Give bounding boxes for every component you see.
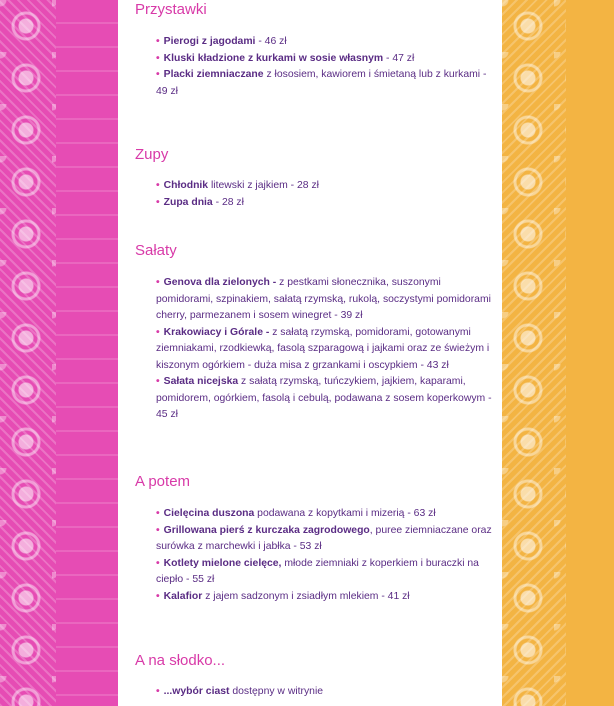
menu-item: • Kluski kładzione z kurkami w sosie własnym - 47 zł: [156, 52, 415, 64]
menu-list-przystawki: [156, 34, 496, 100]
decorative-lace-border-left: [0, 0, 118, 706]
menu-content: [118, 0, 502, 706]
menu-item: • Kotlety mielone cielęce, młode ziemniaki z koperkiem i buraczki na ciepło - 55 zł: [156, 557, 479, 585]
dish-name: Chłodnik: [163, 180, 209, 191]
dish-name: ...wybór ciast: [163, 686, 230, 697]
dish-name: Krakowiacy i Górale -: [163, 326, 270, 338]
menu-list-a-potem: [156, 506, 496, 605]
menu-list-a-na-slodko: [156, 684, 496, 701]
dish-description: , puree ziemniaczane oraz surówka z marchewki i jabłka - 53 zł: [156, 524, 492, 552]
dish-name: Kotlety mielone cielęce,: [163, 557, 282, 569]
menu-item: • Sałata nicejska z sałatą rzymską, tuńczykiem, jajkiem, kaparami, pomidorem, ogórkiem, fasolą i cebulą, podawana z sosem koperkowym - 45 zł: [156, 376, 492, 420]
menu-item: • Grillowana pierś z kurczaka zagrodowego, puree ziemniaczane oraz surówka z marchewki i jabłka - 53 zł: [156, 524, 492, 552]
dish-name: Kalafior: [163, 590, 203, 602]
menu-item: • Pierogi z jagodami - 46 zł: [156, 36, 287, 47]
menu-item: • Genova dla zielonych - z pestkami słonecznika, suszonymi pomidorami, szpinakiem, sałatą rzymską, rukolą, soczystymi pomidorami cherry, parmezanem i sosem winegret - 39 zł: [156, 277, 491, 321]
section-title-salaty: Sałaty: [135, 242, 177, 259]
dish-description: - 28 zł: [212, 196, 244, 208]
dish-description: dostępny w witrynie: [229, 686, 324, 697]
menu-item: • Placki ziemniaczane z łososiem, kawiorem i śmietaną lub z kurkami - 49 zł: [156, 69, 487, 97]
dish-name: Placki ziemniaczane: [163, 69, 264, 80]
dish-description: litewski z jajkiem - 28 zł: [208, 180, 319, 191]
dish-name: Genova dla zielonych -: [163, 277, 277, 288]
dish-name: Grillowana pierś z kurczaka zagrodowego: [163, 524, 370, 536]
dish-description: z pestkami słonecznika, suszonymi pomidorami, szpinakiem, sałatą rzymską, rukolą, soczystymi pomidorami cherry, parmezanem i sosem winegret - 39 zł: [156, 277, 491, 321]
menu-item: • Cielęcina duszona podawana z kopytkami i mizerią - 63 zł: [156, 508, 436, 519]
menu-list-zupy: [156, 178, 496, 211]
decorative-lace-border-right: [502, 0, 614, 706]
dish-description: młode ziemniaki z koperkiem i buraczki na ciepło - 55 zł: [156, 557, 479, 585]
section-title-a-potem: A potem: [135, 473, 191, 490]
menu-list-salaty: [156, 275, 496, 424]
dish-description: podawana z kopytkami i mizerią - 63 zł: [254, 508, 436, 519]
menu-item: • ...wybór ciast dostępny w witrynie: [156, 686, 324, 697]
menu-item: • Chłodnik litewski z jajkiem - 28 zł: [156, 180, 319, 191]
menu-item: • Krakowiacy i Górale - z sałatą rzymską, pomidorami, gotowanymi ziemniakami, rzodkiewką, fasolą szparagową i jajkami oraz ze świeżym i kiszonym ogórkiem - duża misa z grzankami i oscypkiem - 43 zł: [156, 326, 490, 371]
dish-name: Zupa dnia: [163, 196, 213, 208]
section-title-a-na-slodko: A na słodko...: [135, 652, 226, 669]
section-title-przystawki: Przystawki: [135, 1, 207, 18]
dish-description: - 46 zł: [255, 36, 287, 47]
dish-name: Kluski kładzione z kurkami w sosie własnym: [163, 52, 384, 64]
menu-item: • Kalafior z jajem sadzonym i zsiadłym mlekiem - 41 zł: [156, 590, 410, 602]
menu-item: • Zupa dnia - 28 zł: [156, 196, 244, 208]
dish-description: z łososiem, kawiorem i śmietaną lub z kurkami - 49 zł: [156, 69, 487, 97]
dish-name: Cielęcina duszona: [163, 508, 255, 519]
dish-description: z sałatą rzymską, tuńczykiem, jajkiem, kaparami, pomidorem, ogórkiem, fasolą i cebulą, podawana z sosem koperkowym - 45 zł: [156, 376, 492, 420]
dish-name: Pierogi z jagodami: [163, 36, 256, 47]
dish-description: z sałatą rzymską, pomidorami, gotowanymi ziemniakami, rzodkiewką, fasolą szparagową i jajkami oraz ze świeżym i kiszonym ogórkiem - duża misa z grzankami i oscypkiem - 43 zł: [156, 326, 490, 371]
section-title-zupy: Zupy: [135, 146, 169, 163]
dish-description: z jajem sadzonym i zsiadłym mlekiem - 41 zł: [202, 590, 410, 602]
dish-description: - 47 zł: [383, 52, 415, 64]
dish-name: Sałata nicejska: [163, 376, 239, 387]
